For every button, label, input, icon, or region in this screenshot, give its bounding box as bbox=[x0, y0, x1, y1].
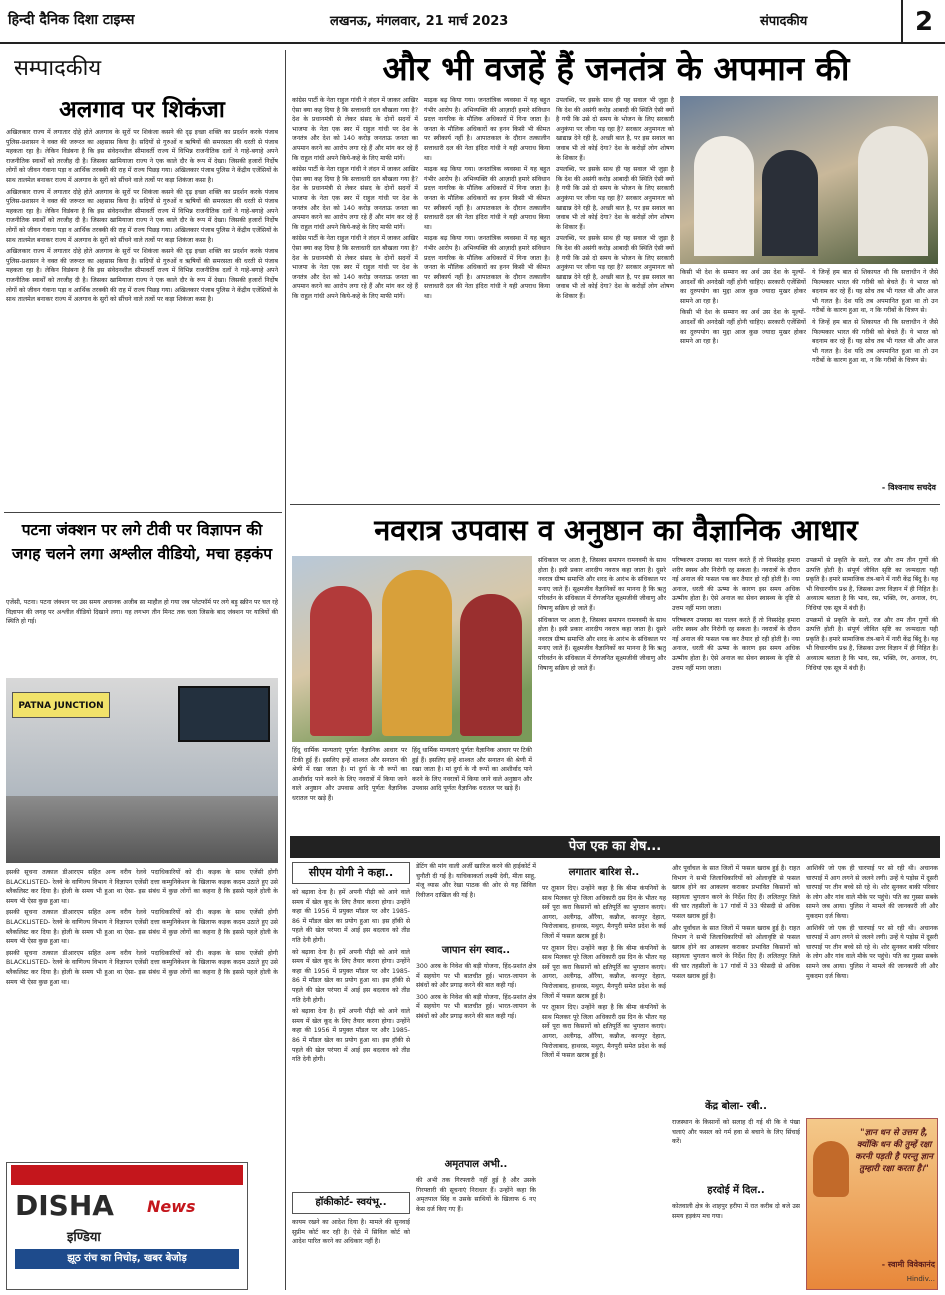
lead-photo-caption-col bbox=[680, 268, 806, 498]
continued-bar: पेज एक का शेष... bbox=[290, 836, 940, 858]
crop-text: और पूर्वांचल के सात जिलों में फसल खराब हुई है। राहत विभाग ने सभी जिलाधिकारियों को ओलावृष्टि से फसल खराब होने का आकलन कराकर प्रभावित किसानों को सहायता भुगतान करने के निर्देश दिए हैं। ललितपुर जिले की चार तहसीलों के 17 गांवों में 33 फीसदी से अधिक फसल खराब हुई है। bbox=[672, 865, 800, 920]
hockey-body: कायम रखने का आदेश दिया है। मामले की सुनवाई सुप्रीम कोर्ट कर रही है। ऐसे में सिविल कोर्ट को आदेश पारित करने का अधिकार नहीं है। bbox=[292, 1219, 410, 1246]
crop-body bbox=[672, 864, 800, 1094]
rain-text-repeat-2: पर तूफ़ान दिए। उन्होंने कहा है कि बीमा कंपनियों के साथ मिलकर पूरे जिला अधिकारी दस दिन के भीतर यह सर्वे पूरा करा किसानों को क्षतिपूर्ति का भुगतान कराएं। आगरा, अलीगढ़, औरैया, कन्नौज, कानपुर देहात, फिरोजाबाद, हाथरस, मथुरा, मैनपुरी समेत प्रदेश के कई जिलों में फसल खराब हुई है। bbox=[542, 1004, 666, 1060]
patna-paragraph-repeat: इसकी सूचना तत्काल डीआरएम सहित अन्य वरीय रेलवे पदाधिकारियों को दी। कड़क के साथ एजेंसी होगी BLACKLISTED- रेलवे के वाणिज्य विभाग ने विज्ञापन एजेंसी दत्ता कम्युनिकेशन के खिलाफ कड़क कदम उठाते हुए उसे ब्लैकलिस्ट कर दिया है। होली के समय भी हुआ था ऐसा- इस संबंध में कुछ लोगों का कहना है कि इससे पहले होली के समय भी ऐसा कुछ हुआ था। bbox=[6, 909, 278, 946]
navratri-col-2-text: संधिकाल पर आता है, जिसका समापन रामनवमी के साथ होता है। इसी प्रकार शारदीय नवरात्र कहा जाता है। दूसरे नवरात्र ग्रीष्म समाप्ति और शरद के आरंभ के संधिकाल पर मनाए जाते हैं। सूक्ष्मजीव वैज्ञानिकों का मानना है कि ऋतु परिवर्तन के संधिकाल में रोगजनित सूक्ष्मजीवी जीवाणु और विषाणु सक्रिय हो जाते हैं। bbox=[538, 557, 666, 612]
lead-photo-london-event bbox=[680, 96, 938, 264]
lead-col-2-text-repeat: माढ़क बढ़ किया गया। जनतांत्रिक व्यवस्था में यह बहुत गंभीर आरोप है। अभिव्यक्ति की आज़ादी हमारे संविधान प्रदत्त नागरिक के मौलिक अधिकारों में गिना जाता है। जनता के मौलिक अधिकारों का हनन किसी भी कीमत पर स्वीकार्य नहीं है। आपातकाल के दौरान तत्कालीन सत्ताधारी दल की नेता इंदिरा गांधी ने यही अपराध किया था। bbox=[424, 166, 550, 231]
navratri-col-4-text: उपक्रमों से प्रकृति के सतो, रज और तम तीन गुणों की उत्पत्ति होती है। संपूर्ण जीवित सृष्टि का जन्मदाता यही प्रकृति है। हमारे सामाजिक तंत्र-बाने में नारी केंद्र बिंदु है। यह भी विचारणीय प्रश्न है, जिसका उत्तर विज्ञान में ही निहित है। अध्यात्म बताता है कि भाव, रस, भक्ति, रंग, अनाज, रंग, निधियां एक सूत्र में बंधी हैं। bbox=[806, 557, 938, 612]
editorial-title: अलगाव पर शिकंजा bbox=[59, 96, 225, 123]
person-right bbox=[858, 126, 928, 256]
editorial-kicker: सम्पादकीय bbox=[14, 56, 102, 81]
lead-col-3 bbox=[556, 96, 674, 498]
hardoi-body: कोतवाली क्षेत्र के शाहपुर हरीपा में रात करीब दो बजे उस समय हड़कंप मच गया। bbox=[672, 1203, 800, 1220]
amritpal-title: अमृतपाल अभी.. bbox=[444, 1159, 508, 1170]
yogi-title: सीएम योगी ने कहा.. bbox=[292, 862, 410, 884]
editorial-paragraph-repeat-2: अखिलकार राज्य में लगातार दोहे होते अलगाव के सुरों पर शिकंजा कसने की दृढ़ इच्छा शक्ति का प्रदर्शन करके पंजाब पुलिस-प्रशासन ने वक्त की जरूरत का अहसास किया है। सदियों से गुरुओं व ऋषियों की समरसता की धरती से पंजाब महकता रहा है। लेकिन विडंबना है कि इस संवेदनशील सीमावर्ती राज्य में विभिन्न राजनीतिक दलों ने गाहे-बगाहे अपने राजनीतिक स्वार्थों को तरजीह दी है। जिसका खामियाजा राज्य ने एक काले दौर के रूप में देखा। जिसकी हजारों निर्दोष लोगों को जीवन गंवाना पड़ा व आर्थिक तरक्की की राह में राज्य पिछड़ गया। अखिलकार पंजाब पुलिस ने केंद्रीय एजेंसियों के साथ तालमेल बनाकर राज्य में अलगाव के सुरों को सींचने वाले तत्वों पर कड़ा शिकंजा कसा है। bbox=[6, 248, 278, 304]
vivekananda-portrait bbox=[813, 1141, 849, 1197]
lead-col-2 bbox=[424, 96, 550, 498]
navratri-col-3 bbox=[672, 556, 800, 830]
lead-col-1-text: कांग्रेस पार्टी के नेता राहुल गांधी ने लंदन में जाकर आखिर ऐसा क्या कह दिया है कि सत्ताधारी दल बौखला गया है? देश के प्रधानमंत्री से लेकर संसद के दोनों सदनों में भाजपा के नेता एक स्वर में राहुल गांधी पर देश के जनतंत्र और देश को 140 करोड़ जनताऊ जनता का अपमान करने का आरोप लगा रहे हैं और मांग कर रहे हैं कि राहुल गांधी अपने किये-कहे के लिए माफी मांगें। bbox=[292, 97, 418, 162]
divider bbox=[4, 512, 282, 513]
yogi-body bbox=[292, 888, 410, 1186]
quote-credit: Hindiv... bbox=[906, 1275, 935, 1283]
editorial-body bbox=[6, 128, 278, 508]
lead-col-3-text-repeat-2: उपलब्धि, पर इसके साथ ही यह सवाल भी जुड़ा है कि देश की असंगी करोड़ आबादी की स्थिति ऐसी क्यों है गयी कि उसे दो समय के भोजन के लिए सरकारी अनुकंपा पर जीना पड़ रहा है? सरकार अनुमानतः को खाद्यान्न देने रही है, अच्छी बात है, पर इस सवाल का जवाब भी तो कोई देगा? देश के करोड़ों लोग शोषण के शिकार हैं। bbox=[556, 235, 674, 300]
court-body: डेटिंग की मांग वाली अर्जी खारिज करने की हाईकोर्ट में चुनौती दी गई है। याचिकाकर्ता लक्ष्मी देवी, मीता साहू, मंजू व्यास और रेखा पाठक की ओर से यह सिविल रिवीजन दाखिल की गई है। bbox=[416, 863, 536, 899]
lead-col-5-text: ये जिन्हें हम बात से शिकायत थी कि सत्ताधीन ने जैसे फिल्मकार भारत की गरीबी को बेचते हैं। ये भारत को बदनाम कर रहे हैं। यह सोच तब भी गलत थी और आज भी गलत है। देश यदि तब अपमानित हुआ था तो उन गरीबों के कारण हुआ था, न कि गरीबों के चित्रण से। bbox=[812, 269, 938, 315]
lead-title: और भी वजहें हैं जनतंत्र के अपमान की bbox=[382, 49, 850, 88]
ad-sub: इण्डिया bbox=[67, 1230, 101, 1245]
section-label: संपादकीय bbox=[760, 14, 808, 29]
wife-text-repeat: आशिकी जो एक ही चारपाई पर सो रही थी। अचानक चारपाई में आग लगने से जलने लगी। उन्हें ये पड़ोस में दूसरी चारपाई पर तीन बच्चे सो रहे थे। शोर सुनकर बाकी परिवार के लोग और गांव वाले मौके पर पहुंचे। पति का गुस्सा सबके सामने जब आया। पुलिस ने मामले की जानकारी ली और मुकदमा दर्ज किया। bbox=[806, 924, 938, 980]
dateline: लखनऊ, मंगलवार, 21 मार्च 2023 bbox=[330, 14, 509, 29]
divider bbox=[290, 504, 940, 505]
column-rule bbox=[285, 50, 286, 1290]
japan-body bbox=[416, 962, 536, 1152]
kendra-body: राजस्थान के किसानों को सलाह दी गई थी कि वे पंखा चलाएं और फसल को गर्म हवा से बचाने के लिए सिंचाई करें। bbox=[672, 1119, 800, 1146]
navratri-col-1b: हिंदू धार्मिक मान्यताएं पूर्णतः वैज्ञानिक आधार पर टिकी हुई हैं। इसलिए इन्हें शाश्वत और सनातन की श्रेणी में रखा जाता है। मां दुर्गा के नौ रूपों का आशीर्वाद पाने करने के लिए नवरात्रों में किया जाने वाले अनुष्ठान और उपवास आदि पूर्णतः वैज्ञानिक धरातल पर खड़े हैं। bbox=[412, 747, 532, 793]
lead-photo-caption: किसी भी देश के सम्मान का अर्थ उस देश के मूल्यों-आदर्शों की अनदेखी नहीं होनी चाहिए। सरकारी एजेंसियों का दुरुपयोग का मुद्दा आज कुछ ज्यादा मुखर होकर सामने आ रहा है। bbox=[680, 269, 806, 305]
wife-body bbox=[806, 864, 938, 1114]
patna-paragraph-repeat-2: इसकी सूचना तत्काल डीआरएम सहित अन्य वरीय रेलवे पदाधिकारियों को दी। कड़क के साथ एजेंसी होगी BLACKLISTED- रेलवे के वाणिज्य विभाग ने विज्ञापन एजेंसी दत्ता कम्युनिकेशन के खिलाफ कड़क कदम उठाते हुए उसे ब्लैकलिस्ट कर दिया है। होली के समय भी हुआ था ऐसा- इस संबंध में कुछ लोगों का कहना है कि इससे पहले होली के समय भी ऐसा कुछ हुआ था। bbox=[6, 949, 278, 986]
editorial-paragraph-repeat: अखिलकार राज्य में लगातार दोहे होते अलगाव के सुरों पर शिकंजा कसने की दृढ़ इच्छा शक्ति का प्रदर्शन करके पंजाब पुलिस-प्रशासन ने वक्त की जरूरत का अहसास किया है। सदियों से गुरुओं व ऋषियों की समरसता की धरती से पंजाब महकता रहा है। लेकिन विडंबना है कि इस संवेदनशील सीमावर्ती राज्य में विभिन्न राजनीतिक दलों ने गाहे-बगाहे अपने राजनीतिक स्वार्थों को तरजीह दी है। जिसका खामियाजा राज्य ने एक काले दौर के रूप में देखा। जिसकी हजारों निर्दोष लोगों को जीवन गंवाना पड़ा व आर्थिक तरक्की की राह में राज्य पिछड़ गया। अखिलकार पंजाब पुलिस ने केंद्रीय एजेंसियों के साथ तालमेल बनाकर राज्य में अलगाव के सुरों को सींचने वाले तत्वों पर कड़ा शिकंजा कसा है। bbox=[6, 188, 278, 244]
paper-name: हिन्दी दैनिक दिशा टाइम्स bbox=[8, 12, 135, 28]
editorial-paragraph: अखिलकार राज्य में लगातार दोहे होते अलगाव के सुरों पर शिकंजा कसने की दृढ़ इच्छा शक्ति का प्रदर्शन करके पंजाब पुलिस-प्रशासन ने वक्त की जरूरत का अहसास किया है। सदियों से गुरुओं व ऋषियों की समरसता की धरती से पंजाब महकता रहा है। लेकिन विडंबना है कि इस संवेदनशील सीमावर्ती राज्य में विभिन्न राजनीतिक दलों ने गाहे-बगाहे अपने राजनीतिक स्वार्थों को तरजीह दी है। जिसका खामियाजा राज्य ने एक काले दौर के रूप में देखा। जिसकी हजारों निर्दोष लोगों को जीवन गंवाना पड़ा व आर्थिक तरक्की की राह में राज्य पिछड़ गया। अखिलकार पंजाब पुलिस ने केंद्रीय एजेंसियों के साथ तालमेल बनाकर राज्य में अलगाव के सुरों को सींचने वाले तत्वों पर कड़ा शिकंजा कसा है। bbox=[6, 129, 278, 184]
navratri-col-4-text-repeat: उपक्रमों से प्रकृति के सतो, रज और तम तीन गुणों की उत्पत्ति होती है। संपूर्ण जीवित सृष्टि का जन्मदाता यही प्रकृति है। हमारे सामाजिक तंत्र-बाने में नारी केंद्र बिंदु है। यह भी विचारणीय प्रश्न है, जिसका उत्तर विज्ञान में ही निहित है। अध्यात्म बताता है कि भाव, रस, भक्ति, रंग, अनाज, रंग, निधियां एक सूत्र में बंधी हैं। bbox=[806, 616, 938, 672]
hockey-title: हॉकीकोर्ट- स्वयंभू.. bbox=[292, 1192, 410, 1214]
lead-col-3-text-repeat: उपलब्धि, पर इसके साथ ही यह सवाल भी जुड़ा है कि देश की असंगी करोड़ आबादी की स्थिति ऐसी क्यों है गयी कि उसे दो समय के भोजन के लिए सरकारी अनुकंपा पर जीना पड़ रहा है? सरकार अनुमानतः को खाद्यान्न देने रही है, अच्छी बात है, पर इस सवाल का जवाब भी तो कोई देगा? देश के करोड़ों लोग शोषण के शिकार हैं। bbox=[556, 166, 674, 231]
yogi-text-repeat: को बढ़ावा देना है। हमें अपनी पीढ़ी को आने वाले समय में खेल कूद के लिए तैयार करना होगा। उन्होंने कहा की 1956 में प्रयुक्त मॉडल पर और 1985-86 में मॉडल खेल का प्रयोग हुआ था। इस हॉकी से पहले की खेल परंपरा में आई इस बदलाव को तीव्र गति देनी होगी। bbox=[292, 948, 410, 1004]
patna-body: एजेंसी, पटना। पटना जंक्शन पर उस समय अचानक अजीब सा माहौल हो गया जब प्लेटफॉर्म पर लगे बड़ू स्क्रीन पर चल रहे विज्ञापन की जगह पर अश्लील वीडियो दिखाने लगा। यह लगभग तीन मिनट तक चला जिसके बाद जंक्शन पर यात्रियों की स्थिति हो गई। bbox=[6, 599, 278, 626]
navratri-col-3-text-repeat: परिष्करण उपवास का पालन करते हैं तो निस्संदेह हमारा शरीर स्वस्थ और निरोगी रह सकता है। नवरात्रों के दौरान नई अनाज की फसल पक कर तैयार हो रही होती है। नया अनाज, धरती की ऊष्मा के कारण इस समय अधिक ऊष्मीय होता है। ऐसे अनाज का सेवन स्वास्थ्य के दृष्टि से उत्तम नहीं माना जाता। bbox=[672, 616, 800, 672]
navratri-col-2-text-repeat: संधिकाल पर आता है, जिसका समापन रामनवमी के साथ होता है। इसी प्रकार शारदीय नवरात्र कहा जाता है। दूसरे नवरात्र ग्रीष्म समाप्ति और शरद के आरंभ के संधिकाल पर मनाए जाते हैं। सूक्ष्मजीव वैज्ञानिकों का मानना है कि ऋतु परिवर्तन के संधिकाल में रोगजनित सूक्ष्मजीवी जीवाणु और विषाणु सक्रिय हो जाते हैं। bbox=[538, 616, 666, 672]
wife-text: आशिकी जो एक ही चारपाई पर सो रही थी। अचानक चारपाई में आग लगने से जलने लगी। उन्हें ये पड़ोस में दूसरी चारपाई पर तीन बच्चे सो रहे थे। शोर सुनकर बाकी परिवार के लोग और गांव वाले मौके पर पहुंचे। पति का गुस्सा सबके सामने जब आया। पुलिस ने मामले की जानकारी ली और मुकदमा दर्ज किया। bbox=[806, 865, 938, 920]
lead-col-3-text: उपलब्धि, पर इसके साथ ही यह सवाल भी जुड़ा है कि देश की असंगी करोड़ आबादी की स्थिति ऐसी क्यों है गयी कि उसे दो समय के भोजन के लिए सरकारी अनुकंपा पर जीना पड़ रहा है? सरकार अनुमानतः को खाद्यान्न देने रही है, अच्छी बात है, पर इस सवाल का जवाब भी तो कोई देगा? देश के करोड़ों लोग शोषण के शिकार हैं। bbox=[556, 97, 674, 162]
japan-text: 300 अरब के निवेश की बड़ी योजना, हिंद-प्रशांत क्षेत्र में सहयोग पर भी बातचीत हुई। भारत-जापान के संबंधों को और प्रगाढ़ करने की बात कही गई। bbox=[416, 963, 536, 990]
japan-title: जापान संग स्वाद.. bbox=[441, 945, 511, 956]
figure-maroon bbox=[460, 594, 522, 736]
station-sign: PATNA JUNCTION bbox=[12, 692, 110, 718]
lead-col-2-text-repeat-2: माढ़क बढ़ किया गया। जनतांत्रिक व्यवस्था में यह बहुत गंभीर आरोप है। अभिव्यक्ति की आज़ादी हमारे संविधान प्रदत्त नागरिक के मौलिक अधिकारों में गिना जाता है। जनता के मौलिक अधिकारों का हनन किसी भी कीमत पर स्वीकार्य नहीं है। आपातकाल के दौरान तत्कालीन सत्ताधारी दल की नेता इंदिरा गांधी ने यही अपराध किया था। bbox=[424, 235, 550, 300]
navratri-goddess-photo bbox=[292, 556, 532, 742]
lead-col-5 bbox=[812, 268, 938, 480]
navratri-col-1a: हिंदू धार्मिक मान्यताएं पूर्णतः वैज्ञानिक आधार पर टिकी हुई हैं। इसलिए इन्हें शाश्वत और सनातन की श्रेणी में रखा जाता है। मां दुर्गा के नौ रूपों का आशीर्वाद पाने करने के लिए नवरात्रों में किया जाने वाले अनुष्ठान और उपवास आदि पूर्णतः वैज्ञानिक धरातल पर खड़े हैं। bbox=[292, 747, 407, 802]
rain-title: लगातार बारिश से.. bbox=[568, 867, 640, 878]
platform-crowd bbox=[6, 796, 278, 863]
lead-col-2-text: माढ़क बढ़ किया गया। जनतांत्रिक व्यवस्था में यह बहुत गंभीर आरोप है। अभिव्यक्ति की आज़ादी हमारे संविधान प्रदत्त नागरिक के मौलिक अधिकारों में गिना जाता है। जनता के मौलिक अधिकारों का हनन किसी भी कीमत पर स्वीकार्य नहीं है। आपातकाल के दौरान तत्कालीन सत्ताधारी दल की नेता इंदिरा गांधी ने यही अपराध किया था। bbox=[424, 97, 550, 162]
person-left bbox=[694, 136, 754, 256]
ad-brand-suffix: News bbox=[147, 1197, 196, 1216]
lead-col-1-text-repeat: कांग्रेस पार्टी के नेता राहुल गांधी ने लंदन में जाकर आखिर ऐसा क्या कह दिया है कि सत्ताधारी दल बौखला गया है? देश के प्रधानमंत्री से लेकर संसद के दोनों सदनों में भाजपा के नेता एक स्वर में राहुल गांधी पर देश के जनतंत्र और देश को 140 करोड़ जनताऊ जनता का अपमान करने का आरोप लगा रहे हैं और मांग कर रहे हैं कि राहुल गांधी अपने किये-कहे के लिए माफी मांगें। bbox=[292, 166, 418, 231]
patna-title: पटना जंक्शन पर लगे टीवी पर विज्ञापन की जगह चलने लगा अश्लील वीडियो, मचा हड़कंप bbox=[12, 520, 272, 563]
lead-col-1-text-repeat-2: कांग्रेस पार्टी के नेता राहुल गांधी ने लंदन में जाकर आखिर ऐसा क्या कह दिया है कि सत्ताधारी दल बौखला गया है? देश के प्रधानमंत्री से लेकर संसद के दोनों सदनों में भाजपा के नेता एक स्वर में राहुल गांधी पर देश के जनतंत्र और देश को 140 करोड़ जनताऊ जनता का अपमान करने का आरोप लगा रहे हैं और मांग कर रहे हैं कि राहुल गांधी अपने किये-कहे के लिए माफी मांगें। bbox=[292, 235, 418, 300]
lead-byline: - विश्वनाथ सचदेव bbox=[881, 483, 936, 492]
amritpal-body: की अभी तक गिरफ्तारी नहीं हुई है और उसके गिरफ्तारी की सूचनाएं निराधार हैं। उन्होंने कहा कि अमृतपाल सिंह व उसके साथियों के खिलाफ 6 नए केस दर्ज किए गए हैं। bbox=[416, 1177, 536, 1213]
navratri-col-4 bbox=[806, 556, 938, 830]
vivekananda-quote-box bbox=[806, 1118, 938, 1290]
patna-body-continued bbox=[6, 868, 278, 1158]
yogi-text: को बढ़ावा देना है। हमें अपनी पीढ़ी को आने वाले समय में खेल कूद के लिए तैयार करना होगा। उन्होंने कहा की 1956 में प्रयुक्त मॉडल पर और 1985-86 में मॉडल खेल का प्रयोग हुआ था। इस हॉकी से पहले की खेल परंपरा में आई इस बदलाव को तीव्र गति देनी होगी। bbox=[292, 889, 410, 944]
ad-tagline: झूठ रांच का निचोड़, खबर बेजोड़ bbox=[15, 1249, 239, 1269]
person-middle bbox=[762, 150, 818, 256]
masthead bbox=[0, 0, 945, 44]
lead-col-5-text-repeat: ये जिन्हें हम बात से शिकायत थी कि सत्ताधीन ने जैसे फिल्मकार भारत की गरीबी को बेचते हैं। ये भारत को बदनाम कर रहे हैं। यह सोच तब भी गलत थी और आज भी गलत है। देश यदि तब अपमानित हुआ था तो उन गरीबों के कारण हुआ था, न कि गरीबों के चित्रण से। bbox=[812, 318, 938, 365]
crop-text-repeat: और पूर्वांचल के सात जिलों में फसल खराब हुई है। राहत विभाग ने सभी जिलाधिकारियों को ओलावृष्टि से फसल खराब होने का आकलन कराकर प्रभावित किसानों को सहायता भुगतान करने के निर्देश दिए हैं। ललितपुर जिले की चार तहसीलों के 17 गांवों में 33 फीसदी से अधिक फसल खराब हुई है। bbox=[672, 924, 800, 980]
japan-text-repeat: 300 अरब के निवेश की बड़ी योजना, हिंद-प्रशांत क्षेत्र में सहयोग पर भी बातचीत हुई। भारत-जापान के संबंधों को और प्रगाढ़ करने की बात कही गई। bbox=[416, 993, 536, 1020]
quote-text: "ज्ञान धन से उत्तम है, क्योंकि धन की तुम्हें रक्षा करनी पड़ती है परन्तु ज्ञान तुम्हारी रक्षा करता है।" bbox=[855, 1128, 933, 1174]
figure-red bbox=[310, 586, 372, 736]
rain-body bbox=[542, 884, 666, 1290]
navratri-col-3-text: परिष्करण उपवास का पालन करते हैं तो निस्संदेह हमारा शरीर स्वस्थ और निरोगी रह सकता है। नवरात्रों के दौरान नई अनाज की फसल पक कर तैयार हो रही होती है। नया अनाज, धरती की ऊष्मा के कारण इस समय अधिक ऊष्मीय होता है। ऐसे अनाज का सेवन स्वास्थ्य के दृष्टि से उत्तम नहीं माना जाता। bbox=[672, 557, 800, 612]
patna-station-photo bbox=[6, 678, 278, 863]
rain-text: पर तूफ़ान दिए। उन्होंने कहा है कि बीमा कंपनियों के साथ मिलकर पूरे जिला अधिकारी दस दिन के भीतर यह सर्वे पूरा करा किसानों को क्षतिपूर्ति का भुगतान कराएं। आगरा, अलीगढ़, औरैया, कन्नौज, कानपुर देहात, फिरोजाबाद, हाथरस, मथुरा, मैनपुरी समेत प्रदेश के कई जिलों में फसल खराब हुई है। bbox=[542, 885, 666, 940]
page-number: 2 bbox=[901, 0, 945, 44]
quote-author: - स्वामी विवेकानंद bbox=[881, 1260, 935, 1269]
lead-photo-caption-repeat: किसी भी देश के सम्मान का अर्थ उस देश के मूल्यों-आदर्शों की अनदेखी नहीं होनी चाहिए। सरकारी एजेंसियों का दुरुपयोग का मुद्दा आज कुछ ज्यादा मुखर होकर सामने आ रहा है। bbox=[680, 309, 806, 346]
figure-gold bbox=[382, 570, 452, 736]
yogi-text-repeat-2: को बढ़ावा देना है। हमें अपनी पीढ़ी को आने वाले समय में खेल कूद के लिए तैयार करना होगा। उन्होंने कहा की 1956 में प्रयुक्त मॉडल पर और 1985-86 में मॉडल खेल का प्रयोग हुआ था। इस हॉकी से पहले की खेल परंपरा में आई इस बदलाव को तीव्र गति देनी होगी। bbox=[292, 1008, 410, 1064]
patna-paragraph: इसकी सूचना तत्काल डीआरएम सहित अन्य वरीय रेलवे पदाधिकारियों को दी। कड़क के साथ एजेंसी होगी BLACKLISTED- रेलवे के वाणिज्य विभाग ने विज्ञापन एजेंसी दत्ता कम्युनिकेशन के खिलाफ कड़क कदम उठाते हुए उसे ब्लैकलिस्ट कर दिया है। होली के समय भी हुआ था ऐसा- इस संबंध में कुछ लोगों का कहना है कि इससे पहले होली के समय भी ऐसा कुछ हुआ था। bbox=[6, 869, 278, 905]
lead-col-1 bbox=[292, 96, 418, 498]
ad-brand: DISHA bbox=[15, 1189, 114, 1222]
kendra-title: केंद्र बोला- रबी.. bbox=[705, 1101, 767, 1112]
tv-screen bbox=[178, 686, 270, 742]
hardoi-title: हरदोई में दिल.. bbox=[707, 1185, 765, 1196]
rain-text-repeat: पर तूफ़ान दिए। उन्होंने कहा है कि बीमा कंपनियों के साथ मिलकर पूरे जिला अधिकारी दस दिन के भीतर यह सर्वे पूरा करा किसानों को क्षतिपूर्ति का भुगतान कराएं। आगरा, अलीगढ़, औरैया, कन्नौज, कानपुर देहात, फिरोजाबाद, हाथरस, मथुरा, मैनपुरी समेत प्रदेश के कई जिलों में फसल खराब हुई है। bbox=[542, 944, 666, 1000]
ad-top-band bbox=[11, 1165, 243, 1185]
navratri-col-2 bbox=[538, 556, 666, 830]
navratri-title: नवरात्र उपवास व अनुष्ठान का वैज्ञानिक आधार bbox=[374, 513, 858, 547]
disha-news-ad bbox=[6, 1162, 248, 1290]
